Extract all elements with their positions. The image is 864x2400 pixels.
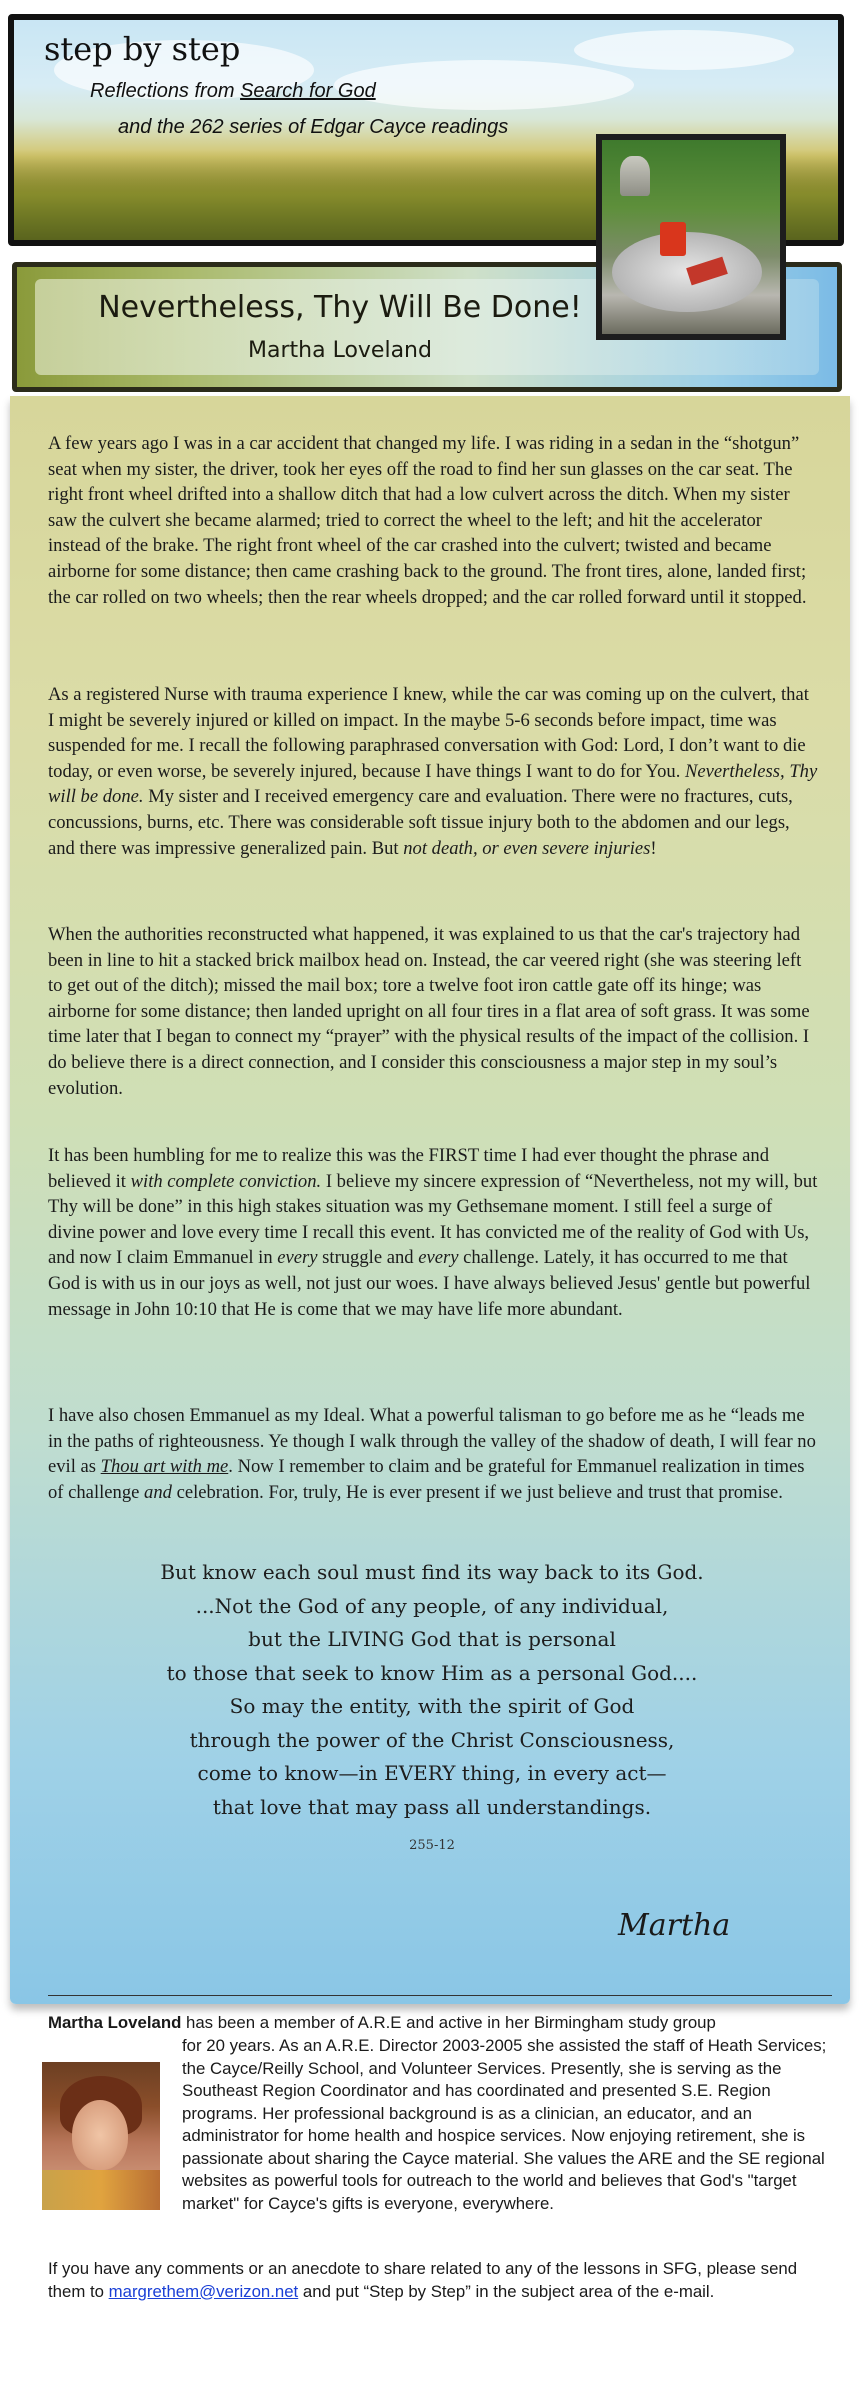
p4-text: challenge. Lately, it has occurred to me that God is with us in our joys as well, not just our woes. I have always believed Jesus' gentle but powerful message in John 10:10 that He is come that we may have life more abundant. bbox=[48, 1247, 811, 1320]
p5-italic: and bbox=[144, 1481, 172, 1503]
contact-text: If you have any comments or an anecdote to share related to any of the lessons in SFG, please send them to bbox=[48, 2259, 798, 2301]
quote-line: that love that may pass all understandings. bbox=[212, 1794, 652, 1819]
cup-shape bbox=[660, 222, 686, 256]
series-title: step by step bbox=[44, 30, 241, 68]
face-shape bbox=[72, 2100, 128, 2170]
birdbath-shape bbox=[620, 156, 650, 196]
p5-italic-underline: Thou art with me bbox=[100, 1456, 229, 1478]
quote-line: to those that seek to know Him as a personal God.... bbox=[166, 1660, 698, 1685]
p4-text: struggle and bbox=[317, 1247, 419, 1269]
cayce-quote bbox=[0, 1556, 864, 1824]
subtitle-prefix: Reflections from bbox=[90, 80, 241, 102]
paragraph-1: A few years ago I was in a car accident that changed my life. I was riding in a sedan in the “shotgun” seat when my sister, the driver, took her eyes off the road to find her sun glasses on the car seat. The right front wheel drifted into a shallow ditch that had a low culvert across the ditch. When my sister saw the culvert she became alarmed; tried to correct the wheel to the left; and hit the accelerator instead of the brake. The right front wheel of the car crashed into the culvert; twisted and became airborne for some distance; then came crashing back to the ground. The front tires, alone, landed first; the car rolled on two wheels; then the rear wheels dropped; and the car rolled forward until it stopped. bbox=[48, 433, 807, 608]
bio-name: Martha Loveland bbox=[48, 2013, 182, 2032]
p2-text: As a registered Nurse with trauma experience I knew, while the car was coming up on the culvert, that I might be severely injured or killed on impact. In the maybe 5-6 seconds before impact, time was suspended for me. I recall the following paraphrased conversation with God: Lord, I don’t want to die today, or even worse, be severely injured, because I have things I want to do for You. bbox=[48, 684, 809, 782]
quote-line: come to know—in EVERY thing, in every act— bbox=[197, 1761, 667, 1785]
p4-italic: with complete conviction. bbox=[130, 1170, 322, 1192]
p5-text: celebration. For, truly, He is ever present if we just believe and trust that promise. bbox=[171, 1481, 783, 1503]
quote-line: through the power of the Christ Consciousness, bbox=[189, 1727, 675, 1752]
quote-line: But know each soul must find its way back to its God. bbox=[160, 1560, 704, 1584]
search-for-god-link[interactable]: Search for God bbox=[240, 80, 376, 102]
series-subtitle bbox=[90, 80, 376, 103]
p5-text: I have also chosen Emmanuel as my Ideal. What a powerful talisman to go before me as he “leads me in the paths of righteousness. Ye though I walk through the valley of the shadow of death, I will fear no evil as bbox=[48, 1405, 816, 1478]
author-signature: Martha bbox=[618, 1908, 731, 1943]
p4-italic: every bbox=[418, 1247, 459, 1269]
article-title: Nevertheless, Thy Will Be Done! bbox=[98, 290, 582, 325]
article-author: Martha Loveland bbox=[248, 338, 432, 363]
bio-text: has been a member of A.R.E and active in her Birmingham study group bbox=[181, 2013, 716, 2032]
paragraph-5 bbox=[48, 1403, 818, 1505]
p4-text: I believe my sincere expression of “Nevertheless, not my will, but Thy will be done” in this high stakes situation was my Gethsemane moment. I still feel a surge of divine power and love every time I recall this event. It has convicted me of the reality of God with Us, and now I claim Emmanuel in bbox=[48, 1170, 818, 1269]
p2-text: My sister and I received emergency care and evaluation. There were no fractures, cuts, concussions, burns, etc. There was considerable soft tissue injury both to the abdomen and our legs, and there was impressive generalized pain. But bbox=[48, 786, 793, 859]
p4-text: It has been humbling for me to realize this was the FIRST time I had ever thought the phrase and believed it bbox=[48, 1145, 770, 1192]
p5-text: . Now I remember to claim and be grateful for Emmanuel realization in times of challenge bbox=[48, 1456, 805, 1503]
cloud-decoration bbox=[574, 30, 794, 70]
paragraph-3: When the authorities reconstructed what happened, it was explained to us that the car's trajectory had been in line to hit a stacked brick mailbox head on. Instead, the car veered right (she was steering left to get out of the ditch); missed the mail box; tore a twelve foot iron cattle gate off its hinge; was airborne for some distance; then landed upright on all four tires in a flat area of soft grass. It was some time later that I began to connect my “prayer” with the physical results of the impact of the collision. I do believe there is a direct connection, and I consider this consciousness a major step in my soul’s evolution. bbox=[48, 924, 810, 1099]
contact-paragraph bbox=[48, 2258, 832, 2303]
contact-text: and put “Step by Step” in the subject area of the e-mail. bbox=[298, 2281, 715, 2301]
paragraph-4 bbox=[48, 1143, 818, 1322]
quote-reference: 255-12 bbox=[409, 1838, 455, 1853]
p2-italic: Nevertheless, Thy will be done. bbox=[48, 760, 818, 808]
p4-italic: every bbox=[277, 1247, 318, 1269]
garden-photo bbox=[596, 134, 786, 340]
p2-text: ! bbox=[650, 837, 657, 859]
bio-text-block: for 20 years. As an A.R.E. Director 2003-2005 she assisted the staff of Heath Services; the Cayce/Reilly School, and Volunteer Services. Presently, she is serving as the Southeast Region Coordinator and has coordinated and presented S.E. Region programs. Her professional background is as a clinician, an educator, and an administrator for home health and hospice services. Now enjoying retirement, she is passionate about sharing the Cayce material. She values the ARE and the SE regional websites as powerful tools for outreach to the world and believes that God's "target market" for Cayce's gifts is everyone, everywhere. bbox=[182, 2036, 827, 2213]
bio-first-line bbox=[48, 2012, 828, 2035]
shirt-shape bbox=[42, 2170, 160, 2210]
email-link[interactable]: margrethem@verizon.net bbox=[108, 2281, 299, 2301]
paragraph-2 bbox=[48, 682, 818, 861]
p2-italic: not death, or even severe injuries bbox=[403, 837, 651, 859]
cloud-decoration bbox=[334, 60, 634, 110]
quote-line: but the LIVING God that is personal bbox=[248, 1627, 616, 1651]
quote-line: So may the entity, with the spirit of God bbox=[229, 1694, 635, 1718]
series-subtitle-2: and the 262 series of Edgar Cayce readings bbox=[118, 116, 509, 138]
quote-line: ...Not the God of any people, of any individual, bbox=[195, 1593, 669, 1618]
author-photo bbox=[42, 2062, 160, 2210]
section-divider bbox=[48, 1995, 832, 1996]
